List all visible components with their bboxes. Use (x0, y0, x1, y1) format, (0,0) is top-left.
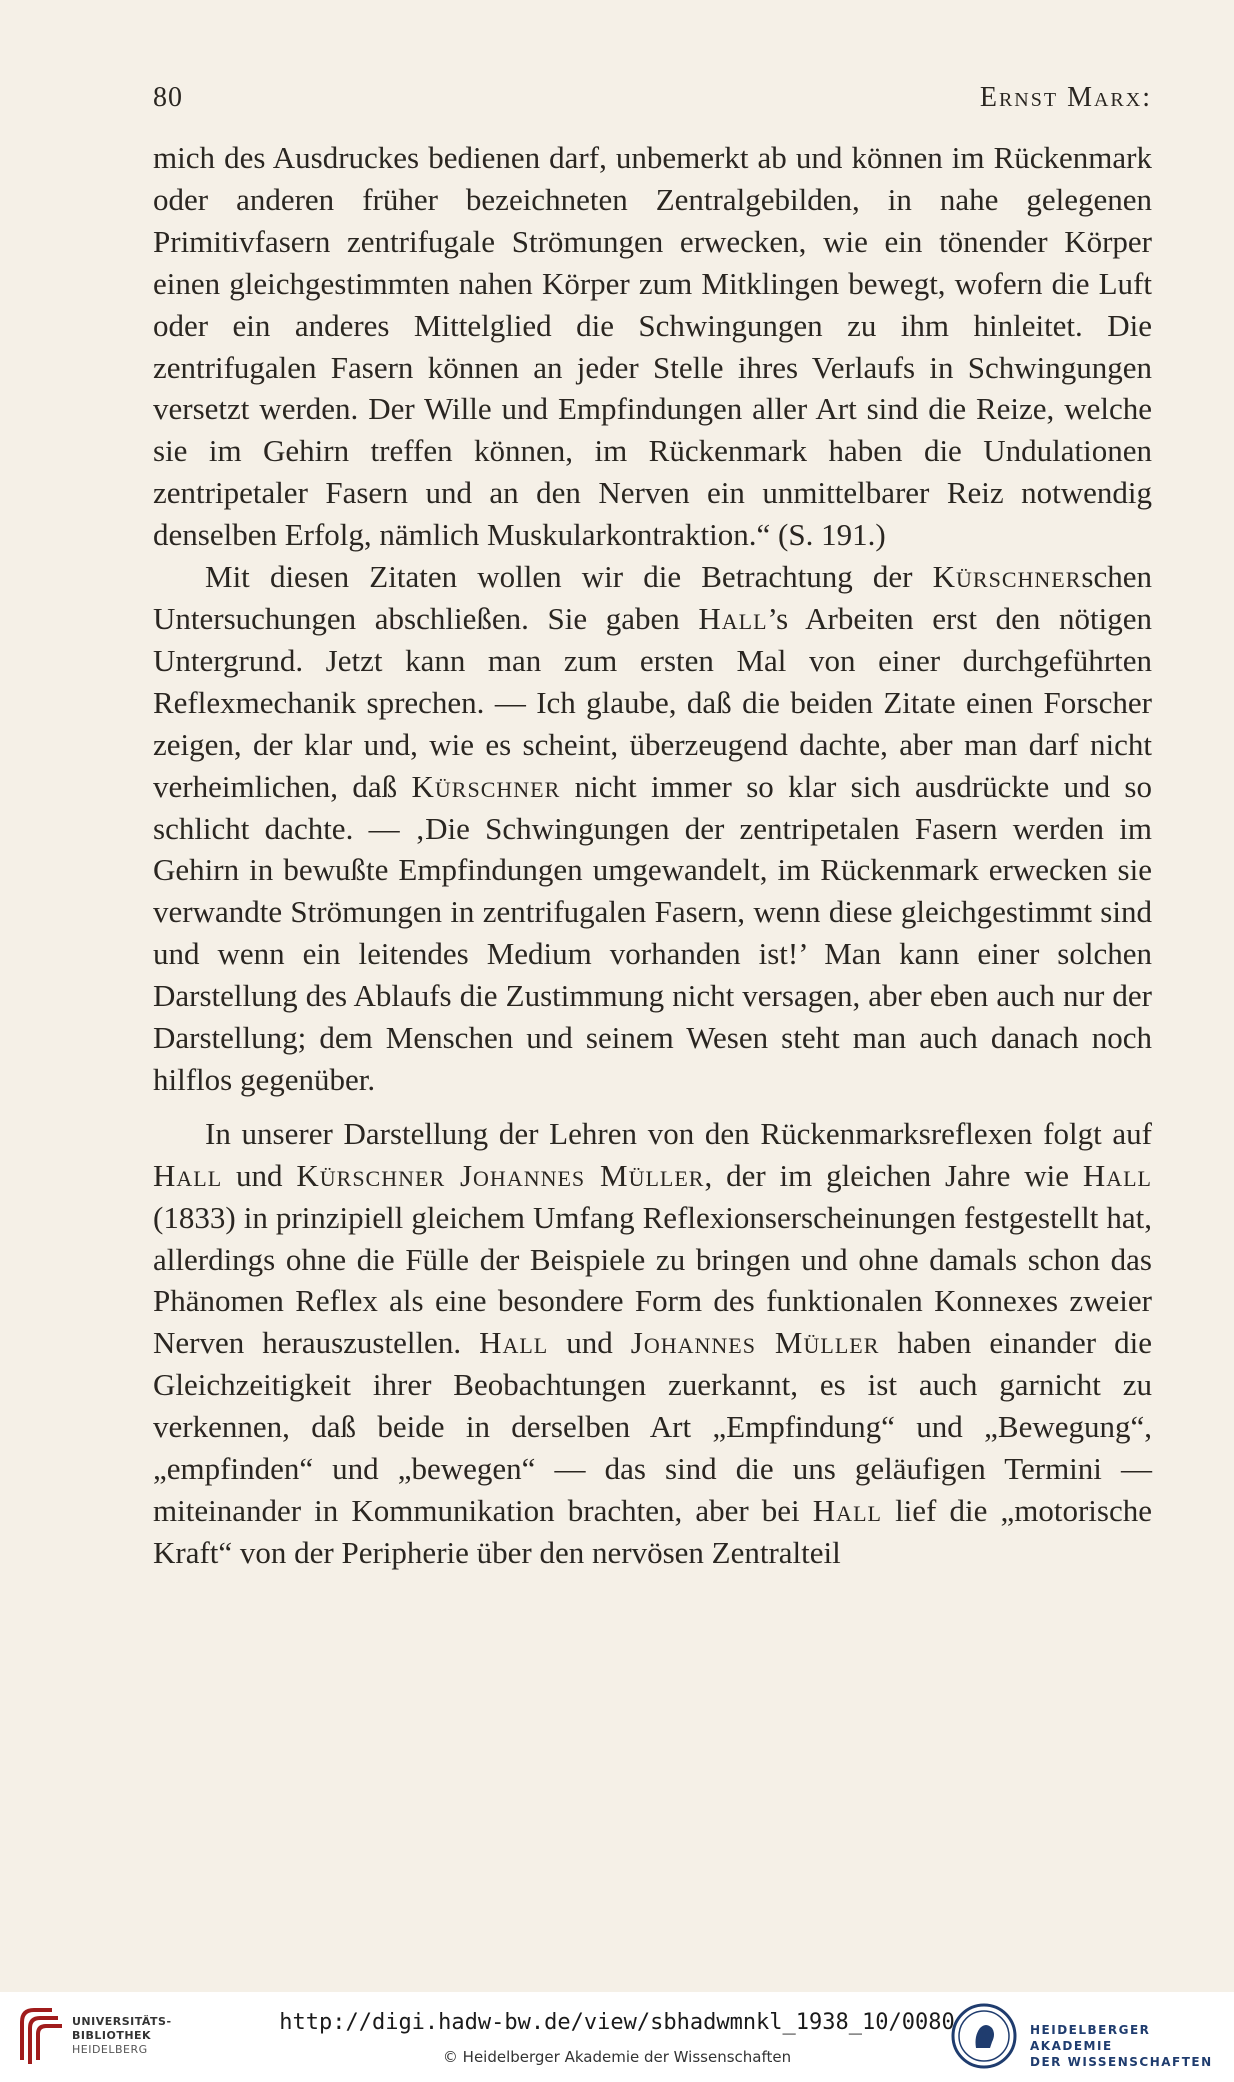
academy-name (1030, 2022, 1234, 2070)
author-name: Kürschner Johannes Müller (296, 1157, 705, 1193)
academy-name-line-1: HEIDELBERGER AKADEMIE (1030, 2023, 1151, 2053)
author-name: Kürschner (932, 559, 1082, 595)
author-name: Johannes Müller (630, 1325, 880, 1361)
paragraph-1: mich des Ausdruckes bedienen darf, unbemerkt ab und können im Rückenmark oder anderen früher bezeichneten Zentralgebilden, in nahe gelegenen Primitivfasern zentrifugale Strömungen erwecken, wie ein tönender Körper einen gleichgestimmten nahen Körper zum Mitklingen bewegt, wofern die Luft oder ein anderes Mittelglied die Schwingungen zu ihm hinleitet. Die zentrifugalen Fasern können an jeder Stelle ihres Verlaufs in Schwingungen versetzt werden. Der Wille und Empfindungen aller Art sind die Reize, welche sie im Gehirn treffen können, im Rückenmark haben die Undulationen zentripetaler Fasern und an den Nerven ein unmittelbarer Reiz notwendig denselben Erfolg, nämlich Muskularkontraktion.“ (S. 191.) (153, 140, 1152, 553)
author-name: Kürschner (411, 768, 561, 804)
text-run: und (548, 1325, 631, 1361)
text-run: und (222, 1157, 297, 1193)
copyright-notice: © Heidelberger Akademie der Wissenschaften (442, 2048, 792, 2066)
text-run: schen Untersuchungen abschließen. Sie gaben (153, 559, 1152, 636)
library-name-line-2: BIBLIOTHEK (72, 2029, 152, 2042)
academy-seal-icon (950, 2002, 1018, 2070)
paragraph-3 (153, 1113, 1152, 1574)
author-name: Hall (1082, 1157, 1152, 1193)
author-name: Hall (153, 1157, 223, 1193)
body-text (153, 137, 1152, 1574)
author-name: Hall (812, 1493, 882, 1528)
text-run: Mit diesen Zitaten wollen wir die Betrachtung der (205, 559, 933, 595)
running-title: Ernst Marx: (979, 82, 1152, 113)
text-run: nicht immer so klar sich ausdrückte und so schlicht dachte. — ‚Die Schwingungen der zentripetalen Fasern werden im Gehirn in bewußte Empfindungen umgewandelt, im Rückenmark erwecken sie verwandte Strömungen in zentrifugalen Fasern, wenn diese gleichgestimmt sind und wenn ein leitendes Medium vorhanden ist!’ Man kann einer solchen Darstellung des Ablaufs die Zustimmung nicht versagen, aber eben auch nur der Darstellung; dem Menschen und seinem Wesen steht man auch danach noch hilflos gegenüber. (153, 768, 1152, 1097)
text-run: In unserer Darstellung der Lehren von den Rückenmarksreflexen folgt auf (205, 1115, 1152, 1151)
author-name: Hall (698, 600, 768, 636)
academy-name-line-2: DER WISSENSCHAFTEN (1030, 2055, 1213, 2069)
source-url-link[interactable]: http://digi.hadw-bw.de/view/sbhadwmnkl_1938_10/0080 (279, 2010, 955, 2035)
author-name: Hall (479, 1325, 549, 1361)
paragraph-2 (153, 556, 1152, 1101)
library-name-line-1: UNIVERSITÄTS- (72, 2015, 172, 2028)
footer-bar (0, 1992, 1234, 2082)
text-run: haben einander die Gleichzeitigkeit ihrer Beobachtungen zuerkannt, es ist auch garnicht zu verkennen, daß beide in derselben Art „Empfindung“ und „Bewegung“, „empfinden“ und „bewegen“ — das sind die uns geläufigen Termini — miteinander in Kommunikation brachten, aber bei (153, 1325, 1152, 1528)
text-run: (1833) in prinzipiell gleichem Umfang Reflexionserscheinungen festgestellt hat, allerdings ohne die Fülle der Beispiele zu bringen und ohne damals schon das Phänomen Reflex als eine besondere Form des funktionalen Konnexes zweier Nerven herauszustellen. (153, 1199, 1152, 1361)
text-run: , der im gleichen Jahre wie (704, 1157, 1083, 1193)
library-name-line-3: HEIDELBERG (72, 2043, 148, 2056)
page-number: 80 (153, 82, 183, 113)
running-head (153, 82, 1152, 122)
text-run: ’s Arbeiten erst den nötigen Untergrund. Jetzt kann man zum ersten Mal von einer durchgeführten Reflexmechanik sprechen. — Ich glaube, daß die beiden Zitate einen Forscher zeigen, der klar und, wie es scheint, überzeugend dachte, aber man darf nicht verheimlichen, daß (153, 600, 1152, 804)
text-run: lief die „motorische Kraft“ von der Peripherie über den nervösen Zentralteil (153, 1493, 1153, 1570)
